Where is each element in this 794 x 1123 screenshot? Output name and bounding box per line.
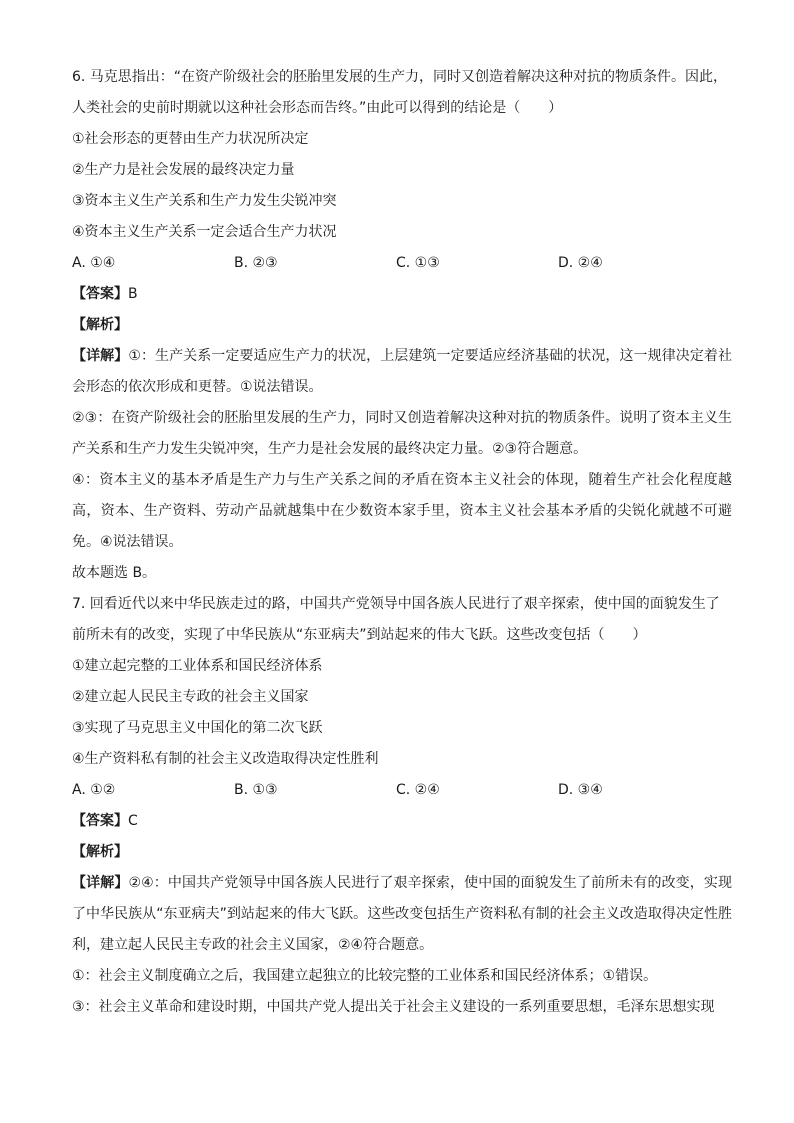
q6-detail-2: ②③：在资产阶级社会的胚胎里发展的生产力，同时又创造着解决这种对抗的物质条件。说明了资本主义生产关系和生产力发生尖锐冲突，生产力是社会发展的最终决定力量。②③符合题意。	[72, 410, 732, 457]
q7-answer-value: C	[128, 813, 138, 829]
q7-statement-3: ③实现了马克思主义中国化的第二次飞跃	[72, 720, 323, 736]
q6-statement-4: ④资本主义生产关系一定会适合生产力状况	[72, 224, 337, 240]
q6-statement-2: ②生产力是社会发展的最终决定力量	[72, 162, 295, 178]
q6-analysis-label: 【解析】	[72, 317, 128, 333]
q6-options	[72, 248, 732, 279]
q6-statement-3: ③资本主义生产关系和生产力发生尖锐冲突	[72, 193, 337, 209]
q7-stem-line1: 7. 回看近代以来中华民族走过的路，中国共产党领导中国各族人民进行了艰辛探索，使中国的面貌发生了	[72, 596, 720, 612]
q7-detail-label: 【详解】	[72, 875, 129, 891]
q6-conclusion: 故本题选 B。	[72, 565, 157, 581]
q7-answer-label: 【答案】	[72, 813, 128, 829]
q7-detail-3: ③：社会主义革命和建设时期，中国共产党人提出关于社会主义建设的一系列重要思想，毛泽东思想实现	[72, 999, 715, 1015]
q7-stem-line2: 前所未有的改变，实现了中华民族从“东亚病夫”到站起来的伟大飞跃。这些改变包括（ ）	[72, 627, 647, 643]
q7-option-c: C. ②④	[396, 782, 440, 798]
q7-statement-2: ②建立起人民民主专政的社会主义国家	[72, 689, 309, 705]
q7-options	[72, 775, 732, 806]
q7-option-d: D. ③④	[558, 782, 603, 798]
q6-option-c: C. ①③	[396, 255, 440, 271]
q7-detail-2: ①：社会主义制度确立之后，我国建立起独立的比较完整的工业体系和国民经济体系；①错误。	[72, 968, 658, 984]
document-page	[72, 62, 732, 1023]
q7-statement-4: ④生产资料私有制的社会主义改造取得决定性胜利	[72, 751, 379, 767]
q6-answer-label: 【答案】	[72, 286, 128, 302]
q7-option-a: A. ①②	[72, 782, 116, 798]
q6-answer	[72, 279, 732, 310]
q7-statement-1: ①建立起完整的工业体系和国民经济体系	[72, 658, 323, 674]
q7-option-b: B. ①③	[234, 782, 278, 798]
q6-answer-value: B	[128, 286, 138, 302]
q6-detail-label: 【详解】	[72, 348, 129, 364]
q6-option-a: A. ①④	[72, 255, 116, 271]
q6-option-d: D. ②④	[558, 255, 603, 271]
q6-stem-line1: 6. 马克思指出：“在资产阶级社会的胚胎里发展的生产力，同时又创造着解决这种对抗的物质条件。因此，	[72, 69, 728, 85]
q6-option-b: B. ②③	[234, 255, 278, 271]
q7-answer	[72, 806, 732, 837]
q6-stem-line2: 人类社会的史前时期就以这种社会形态而告终。”由此可以得到的结论是（ ）	[72, 100, 563, 116]
q6-statement-1: ①社会形态的更替由生产力状况所决定	[72, 131, 309, 147]
q6-detail-1: 【详解】①：生产关系一定要适应生产力的状况，上层建筑一定要适应经济基础的状况，这一规律决定着社会形态的依次形成和更替。①说法错误。	[72, 348, 732, 395]
q7-detail-1: 【详解】②④：中国共产党领导中国各族人民进行了艰辛探索，使中国的面貌发生了前所未有的改变，实现了中华民族从“东亚病夫”到站起来的伟大飞跃。这些改变包括生产资料私有制的社会主义改造取得决定性胜利，建立起人民民主专政的社会主义国家，②④符合题意。	[72, 875, 733, 953]
q7-analysis-label: 【解析】	[72, 844, 128, 860]
q6-detail-3: ④：资本主义的基本矛盾是生产力与生产关系之间的矛盾在资本主义社会的体现，随着生产社会化程度越高，资本、生产资料、劳动产品就越集中在少数资本家手里，资本主义社会基本矛盾的尖锐化就越不可避免。④说法错误。	[72, 472, 732, 550]
